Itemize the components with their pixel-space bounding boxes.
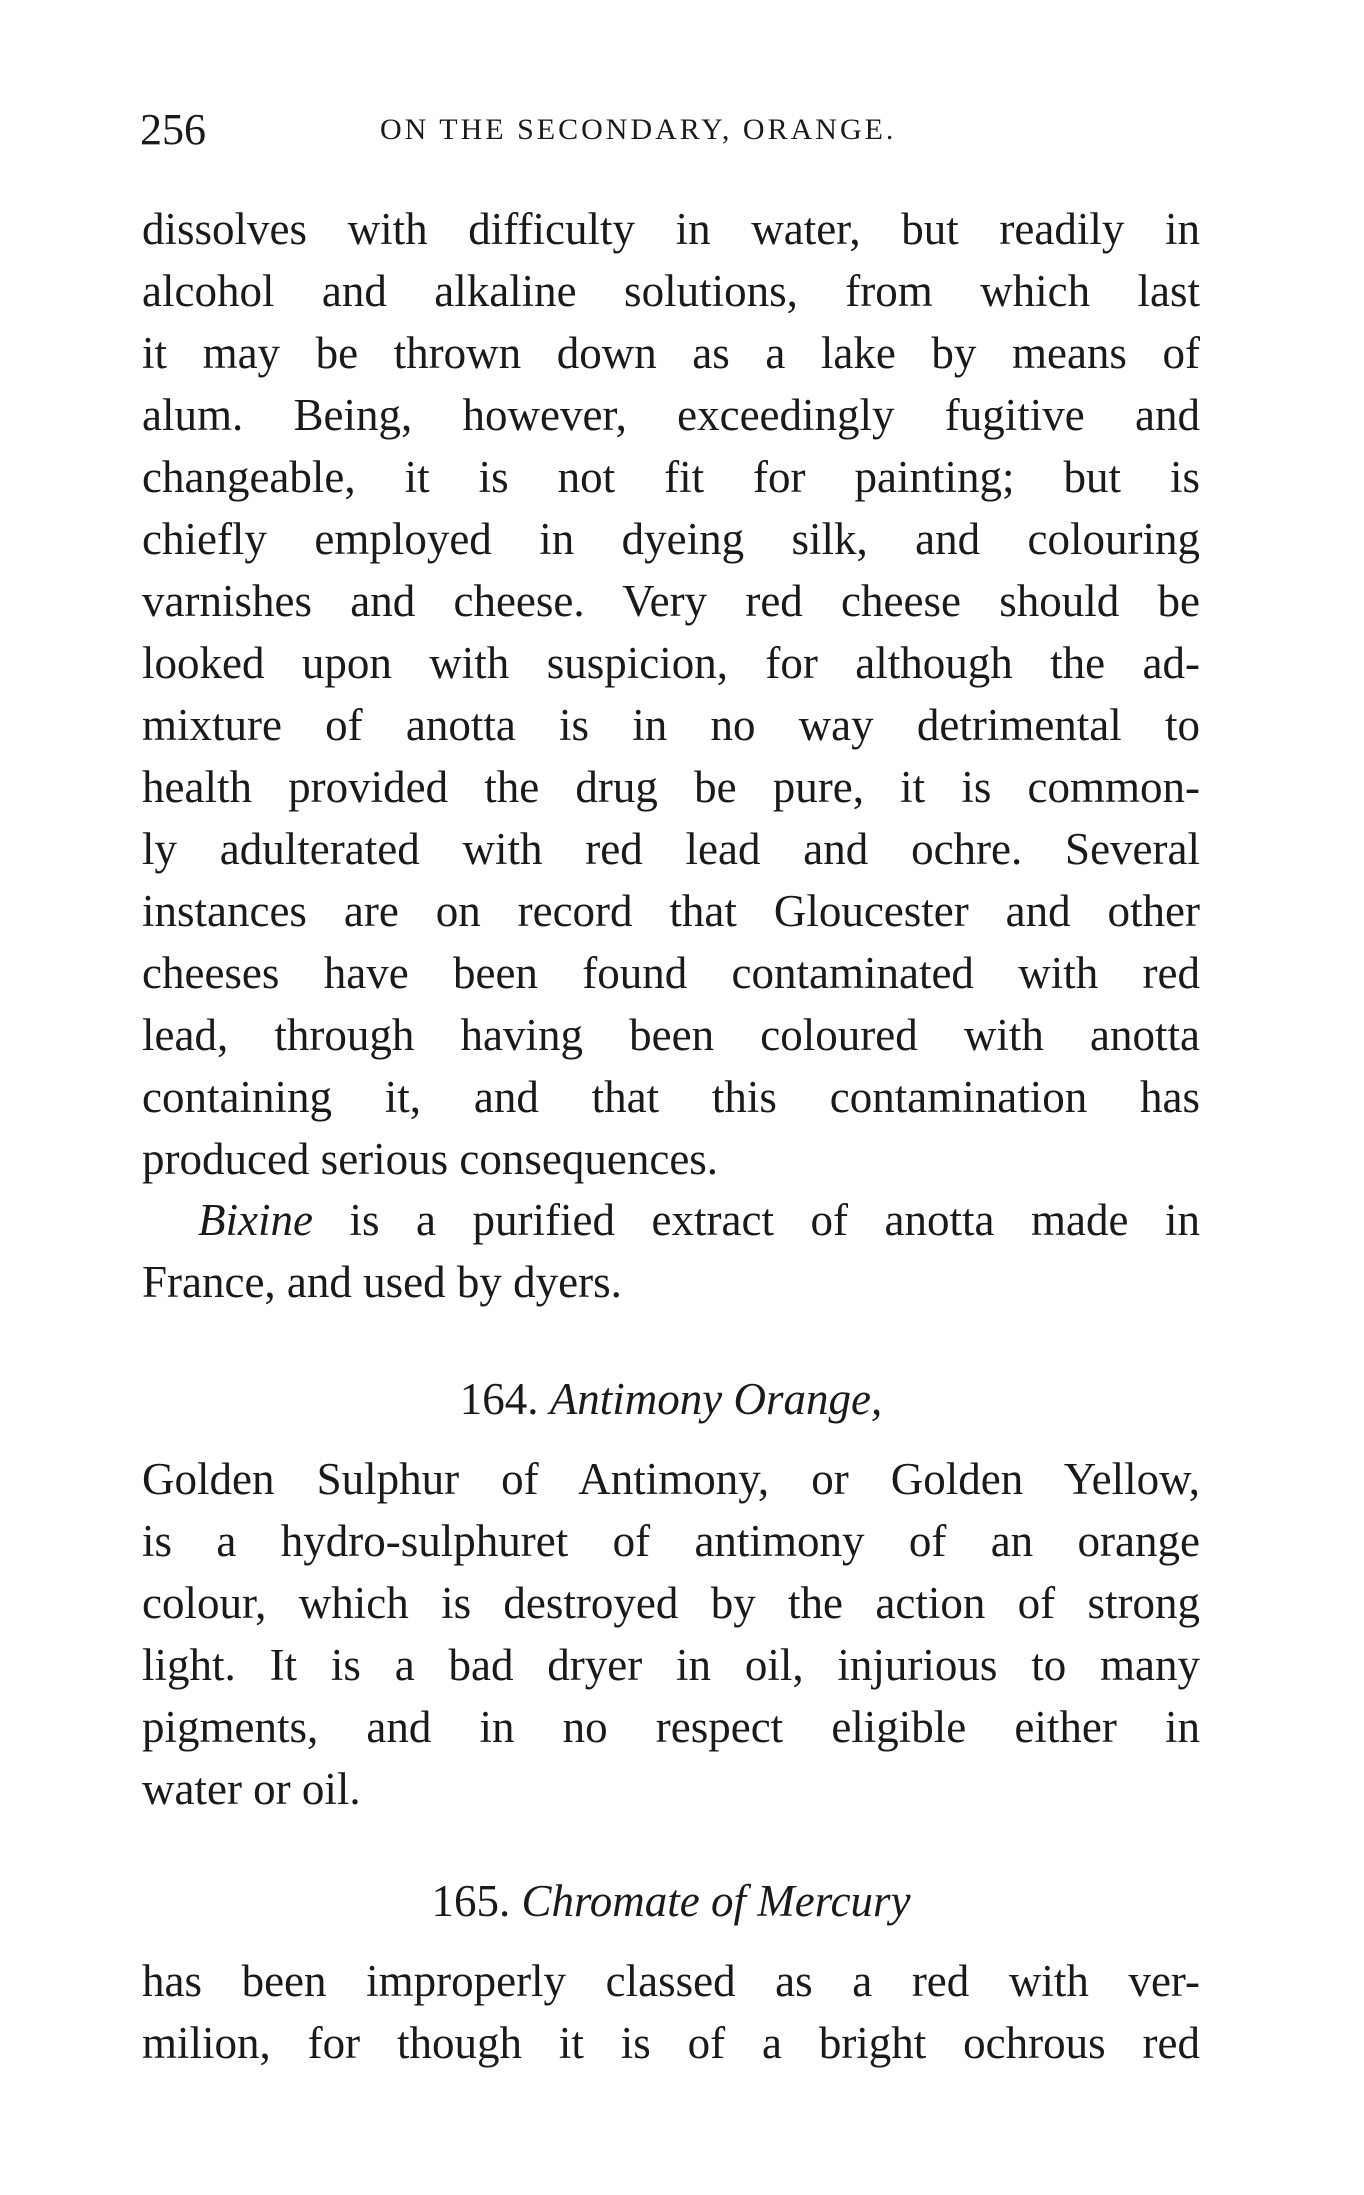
text-line: milion, for though it is of a bright ochrous red — [142, 2018, 1200, 2068]
section-title: Antimony Orange, — [549, 1374, 883, 1424]
text-line: varnishes and cheese. Very red cheese should be — [142, 576, 1200, 626]
text-line: lead, through having been coloured with anotta — [142, 1010, 1200, 1060]
italic-term: Bixine — [198, 1195, 313, 1245]
running-head: ON THE SECONDARY, ORANGE. — [380, 113, 897, 146]
text-line: light. It is a bad dryer in oil, injurious to many — [142, 1640, 1200, 1690]
text-line: ly adulterated with red lead and ochre. Several — [142, 824, 1200, 874]
section-heading-165 — [142, 1870, 1200, 1932]
text-line: chiefly employed in dyeing silk, and colouring — [142, 514, 1200, 564]
text-line: is a hydro-sulphuret of antimony of an orange — [142, 1516, 1200, 1566]
text-line: changeable, it is not fit for painting; but is — [142, 452, 1200, 502]
paragraph-chromate-of-mercury — [142, 1950, 1200, 2074]
paragraph-anotta — [142, 198, 1200, 1190]
text-line: has been improperly classed as a red with ver- — [142, 1956, 1200, 2006]
text-line: it may be thrown down as a lake by means of — [142, 328, 1200, 378]
page-header — [140, 100, 1200, 160]
paragraph-antimony-orange — [142, 1448, 1200, 1820]
text-line: alum. Being, however, exceedingly fugitive and — [142, 390, 1200, 440]
text-line: colour, which is destroyed by the action of strong — [142, 1578, 1200, 1628]
text-line: health provided the drug be pure, it is common- — [142, 762, 1200, 812]
text-line: alcohol and alkaline solutions, from which last — [142, 266, 1200, 316]
text-line: pigments, and in no respect eligible either in — [142, 1702, 1200, 1752]
section-title: Chromate of Mercury — [521, 1876, 911, 1926]
text-line: water or oil. — [142, 1764, 361, 1814]
text-line: dissolves with difficulty in water, but readily in — [142, 204, 1200, 254]
text-fragment: is a purified extract of anotta made in — [312, 1195, 1200, 1245]
page-number: 256 — [140, 105, 206, 154]
text-line: France, and used by dyers. — [142, 1257, 622, 1307]
text-line: cheeses have been found contaminated with red — [142, 948, 1200, 998]
text-line: looked upon with suspicion, for although the ad- — [142, 638, 1200, 688]
text-line: Golden Sulphur of Antimony, or Golden Yellow, — [142, 1454, 1200, 1504]
section-number: 165. — [431, 1876, 511, 1926]
text-line: mixture of anotta is in no way detrimental to — [142, 700, 1200, 750]
text-line — [142, 1189, 1200, 1251]
section-heading-164 — [142, 1368, 1200, 1430]
text-line: containing it, and that this contamination has — [142, 1072, 1200, 1122]
text-line: instances are on record that Gloucester and other — [142, 886, 1200, 936]
paragraph-bixine — [142, 1189, 1200, 1313]
text-line: produced serious consequences. — [142, 1134, 719, 1184]
section-number: 164. — [459, 1374, 539, 1424]
